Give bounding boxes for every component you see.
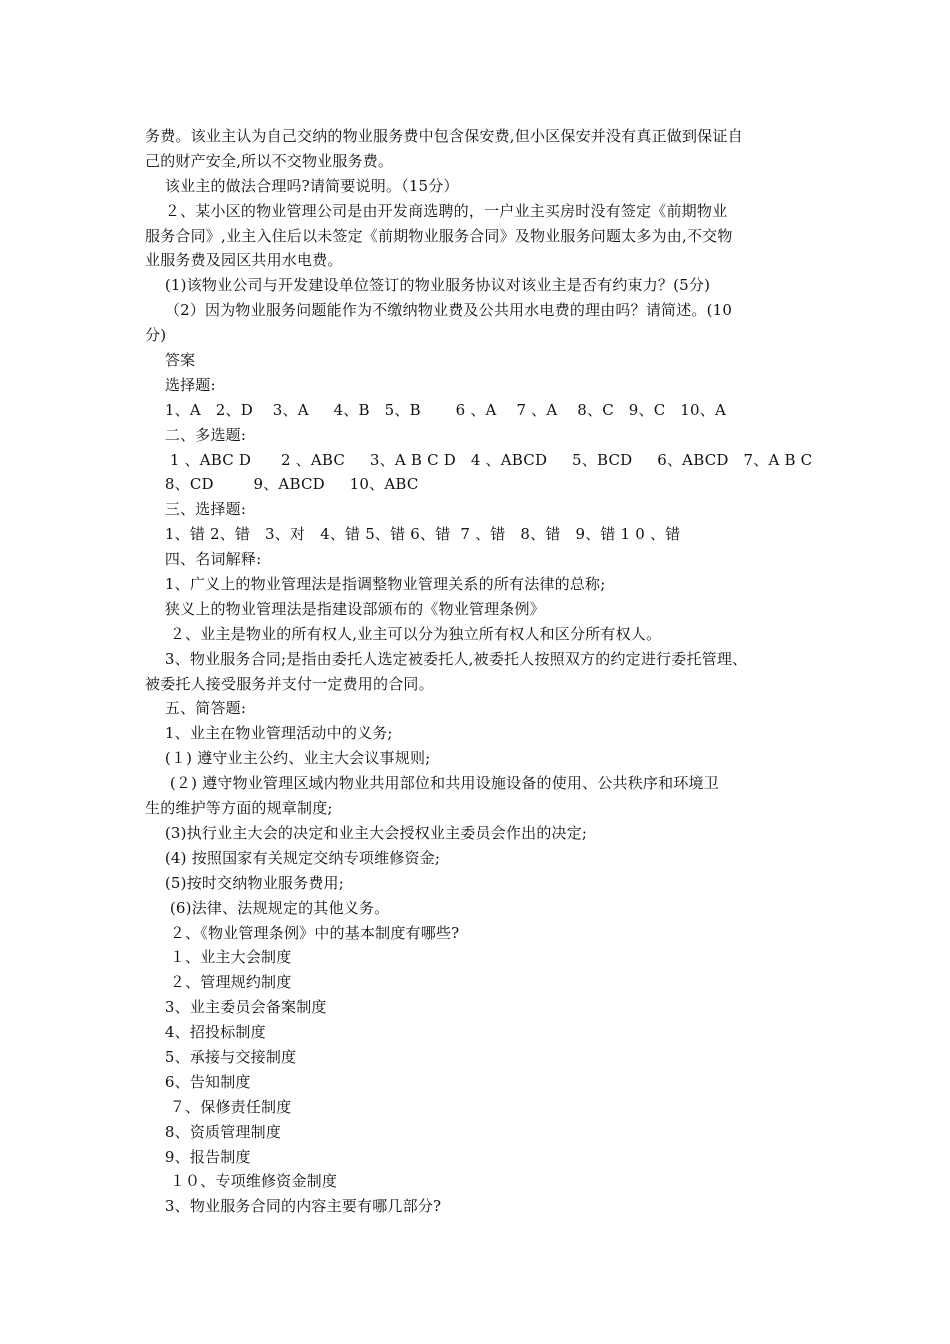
list-item: (3)执行业主大会的决定和业主大会授权业主委员会作出的决定; <box>145 823 588 842</box>
list-item: (２) 遵守物业管理区域内物业共用部位和共用设施设备的使用、公共秩序和环境卫 <box>145 774 719 793</box>
answer-row: 1、错 2、错 3、对 4、错 5、错 6、错 7 、错 8、错 9、错 1 0 、错 <box>145 525 681 544</box>
list-item: (１) 遵守业主公约、业主大会议事规则; <box>145 749 431 768</box>
list-item: 9、报告制度 <box>145 1147 251 1166</box>
list-item: ２、管理规约制度 <box>145 973 292 992</box>
text-line: 生的维护等方面的规章制度; <box>145 799 333 818</box>
list-item: 6、告知制度 <box>145 1072 251 1091</box>
answer-heading: 答案 <box>145 351 196 370</box>
text-line: ２、业主是物业的所有权人,业主可以分为独立所有权人和区分所有权人。 <box>145 624 662 643</box>
list-item: １０、专项维修资金制度 <box>145 1172 338 1191</box>
text-line: 狭义上的物业管理法是指建设部颁布的《物业管理条例》 <box>145 599 545 618</box>
list-item: 5、承接与交接制度 <box>145 1047 297 1066</box>
list-item: (4) 按照国家有关规定交纳专项维修资金; <box>145 848 441 867</box>
case-2-text: ２、某小区的物业管理公司是由开发商选聘的，一户业主买房时没有签定《前期物业 <box>145 201 728 220</box>
answer-row: 8、CD 9、ABCD 10、ABC <box>145 475 419 494</box>
question-text: (1)该物业公司与开发建设单位签订的物业服务协议对该业主是否有约束力？(5分) <box>145 276 711 295</box>
list-item: ７、保修责任制度 <box>145 1097 292 1116</box>
list-item: １、业主大会制度 <box>145 948 292 967</box>
section-heading: 选择题: <box>145 375 216 394</box>
text-line: 服务合同》,业主入住后以未签定《前期物业服务合同》及物业服务问题太多为由,不交物 <box>145 226 733 245</box>
answer-row: 1、A 2、D 3、A 4、B 5、B 6 、A 7 、A 8、C 9、C 10、A <box>145 400 727 419</box>
list-item: 3、业主委员会备案制度 <box>145 998 327 1017</box>
section-heading: 四、名词解释: <box>145 550 262 569</box>
text-line: 业服务费及园区共用水电费。 <box>145 251 343 270</box>
text-line: 务费。该业主认为自己交纳的物业服务费中包含保安费,但小区保安并没有真正做到保证自 <box>145 127 743 145</box>
document-body <box>145 124 817 1219</box>
list-item: 4、招投标制度 <box>145 1023 266 1042</box>
list-item: 8、资质管理制度 <box>145 1122 282 1141</box>
list-item: (5)按时交纳物业服务费用; <box>145 873 344 892</box>
text-line: 1、业主在物业管理活动中的义务; <box>145 724 393 743</box>
text-line: 被委托人接受服务并支付一定费用的合同。 <box>145 674 434 693</box>
section-heading: 三、选择题: <box>145 500 247 519</box>
question-text: （2）因为物业服务问题能作为不缴纳物业费及公共用水电费的理由吗？请简述。(10 <box>145 301 733 320</box>
question-text: 该业主的做法合理吗?请简要说明。（15分） <box>145 176 459 195</box>
question-text: 3、物业服务合同的内容主要有哪几部分? <box>145 1197 442 1216</box>
section-heading: 二、多选题: <box>145 425 247 444</box>
text-line: 分) <box>145 326 167 345</box>
text-line: 3、物业服务合同;是指由委托人选定被委托人,被委托人按照双方的约定进行委托管理、 <box>145 649 748 668</box>
list-item: (6)法律、法规规定的其他义务。 <box>145 898 390 917</box>
answer-row: 1 、ABC D 2 、ABC 3、A B C D 4 、ABCD 5、BCD 6、ABCD 7、A B C <box>145 450 813 469</box>
text-line: 1、广义上的物业管理法是指调整物业管理关系的所有法律的总称; <box>145 575 606 594</box>
section-heading: 五、简答题: <box>145 699 247 718</box>
text-line: 己的财产安全,所以不交物业服务费。 <box>145 151 394 170</box>
question-text: ２、《物业管理条例》中的基本制度有哪些? <box>145 923 460 942</box>
